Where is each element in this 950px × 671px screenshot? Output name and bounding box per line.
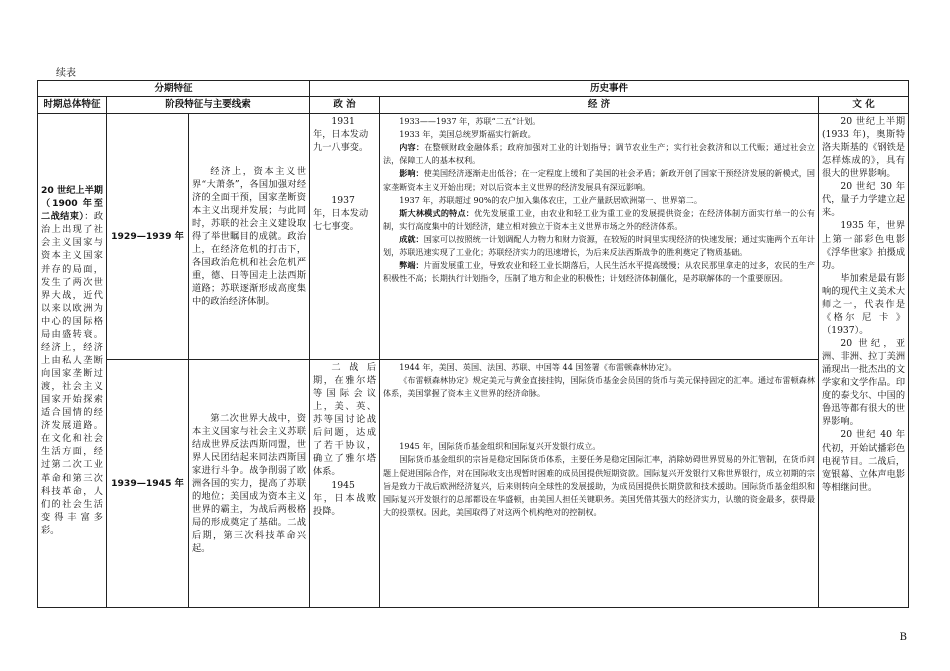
politics-item: 1931 年，日本发动九一八事变。 <box>313 115 369 154</box>
history-table <box>37 80 909 608</box>
culture-item: 毕加索是最有影响的现代主义美术大师之一，代表作是《格尔 尼 卡 》（1937）。 <box>822 272 906 336</box>
overall-cell <box>38 113 107 607</box>
economy-item: 1933 年，美国总统罗斯福实行新政。 <box>399 129 536 140</box>
continued-label: 续表 <box>56 68 76 79</box>
culture-item: 20 世纪 40 年代初，开始试播彩色电视节目。二战后，宽银幕、立体声电影等相继问世。 <box>822 429 906 493</box>
politics-1939-1945 <box>310 359 380 607</box>
overall-title: 20 世纪上半期（1900 年至二战结束） <box>41 185 103 223</box>
culture-item: 20 世纪 30 年代，量子力学建立起来。 <box>822 181 906 219</box>
economy-item: 《布雷顿森林协定》规定美元与黄金直接挂钩，国际货币基金会员国的货币与美元保持固定的汇率。通过布雷顿森林体系，美国掌握了资本主义世界的经济命脉。 <box>383 375 816 399</box>
economy-item: 成就：国家可以按照统一计划调配人力物力和财力资源，在较短的时间里实现经济的快速发展；通过实施两个五年计划，苏联迅速实现了工业化；苏联经济实力的迅速增长，为后来反法西斯战争的胜利奠定了物质基础。 <box>383 233 816 258</box>
header-group-periodization: 分期特征 <box>38 81 310 97</box>
economy-item: 1937 年，苏联超过 90%的农户加入集体农庄，工业产量跃居欧洲第一、世界第二。 <box>399 194 702 205</box>
economy-item: 影响：使美国经济逐渐走出低谷；在一定程度上缓和了美国的社会矛盾；新政开创了国家干预经济发展的新模式，国家垄断资本主义开始出现；对以后资本主义世界的经济发展具有深远影响。 <box>383 168 816 192</box>
header-stage: 阶段特征与主要线索 <box>107 97 310 113</box>
overall-body: ：政治上出现了社会主义国家与资本主义国家并存的局面，发生了两次世界大战，近代以来以欧洲为中心的国际格局由盛转衰。经济上，经济上由私人垄断向国家垄断过渡，社会主义国家开始探索适合国情的经济发展道路。在文化和社会生活方面，经过第二次工业革命和第三次科技革命，人们的社会生活变得丰富多彩。 <box>41 211 104 536</box>
header-overall: 时期总体特征 <box>38 97 107 113</box>
period-1929-1939: 1929—1939 年 <box>107 113 189 359</box>
header-politics: 政 治 <box>310 97 380 113</box>
economy-item: 1944 年，美国、英国、法国、苏联、中国等 44 国签署《布雷顿森林协定》。 <box>399 361 677 372</box>
economy-1939-1945 <box>380 359 819 607</box>
economy-item: 国际货币基金组织的宗旨是稳定国际货币体系，主要任务是稳定国际汇率，消除妨碍世界贸易的外汇管制，在货币问题上促进国际合作，对在国际收支出现暂时困难的成员国提供短期资款。国际复兴开发银行又称世界银行，成立初期的宗旨是致力于战后欧洲经济复兴，后来则转向全球性的发展援助，为成员国提供长期贷款和技术援助。国际货币基金组织和国际复兴开发银行的总部都设在华盛顿，由美国人担任关键职务。美国凭借其强大的经济实力，认缴的资金最多，获得最大的投票权。因此，美国取得了对这两个机构绝对的控制权。 <box>383 454 816 517</box>
economy-item: 1945 年，国际货币基金组织和国际复兴开发银行成立。 <box>399 441 601 452</box>
stage-1939-1945: 第二次世界大战中，资本主义国家与社会主义苏联结成世界反法西斯同盟，世界人民团结起来同法西斯国家进行斗争。战争削弱了欧洲各国的实力，提高了苏联的地位；美国成为资本主义世界的霸主，为战后两极格局的形成奠定了基础。二战后期，第三次科技革命兴起。 <box>189 359 310 607</box>
economy-1929-1939 <box>380 113 819 359</box>
economy-item: 内容：在整顿财政金融体系；政府加强对工业的计划指导；调节农业生产；实行社会救济和以工代赈；通过社会立法，保障工人的基本权利。 <box>383 142 816 166</box>
page-letter: B <box>899 632 907 643</box>
culture-cell <box>819 113 909 607</box>
politics-item: 1945 年，日本战败投降。 <box>313 479 377 517</box>
period-1939-1945: 1939—1945 年 <box>107 359 189 607</box>
politics-1929-1939 <box>310 113 380 359</box>
header-economy: 经 济 <box>380 97 819 113</box>
stage-1929-1939: 经济上，资本主义世界“大萧条”，各国加强对经济的全面干预，国家垄断资本主义出现并发展；与此同时，苏联的社会主义建设取得了举世瞩目的成就。政治上，在经济危机的打击下，各国政治危机和社会危机严重，德、日等国走上法西斯道路；苏联逐渐形成高度集中的政治经济体制。 <box>189 113 310 359</box>
economy-item: 弊端：片面发展重工业，导致农业和轻工业长期落后，人民生活水平提高缓慢；从农民那里拿走的过多，农民的生产积极性不高；长期执行计划指令，压制了地方和企业的积极性；计划经济体制僵化，是苏联解体的一个重要原因。 <box>383 260 816 284</box>
economy-item: 1933——1937 年，苏联“二五”计划。 <box>399 115 541 126</box>
header-group-events: 历史事件 <box>310 81 909 97</box>
header-culture: 文 化 <box>819 97 909 113</box>
politics-item: 二战后期，在雅尔塔等国际会议上，美、英、苏等国讨论战后问题，达成了若干协议，确立了雅尔塔体系。 <box>313 361 377 478</box>
culture-item: 1935 年，世界上第一部彩色电影《浮华世家》拍摄成功。 <box>822 220 906 271</box>
culture-item: 20 世纪上半期(1933 年)，奥斯特洛夫斯基的《钢铁是怎样炼成的》，具有很大的世界影响。 <box>822 115 906 180</box>
culture-item: 20 世纪，亚洲、非洲、拉丁美洲涌现出一批杰出的文学家和文学作品。印度的泰戈尔、中国的鲁迅等都有很大的世界影响。 <box>822 338 906 428</box>
economy-item: 斯大林模式的特点：优先发展重工业，由农业和轻工业为重工业的发展提供资金；在经济体制方面实行单一的公有制，实行高度集中的计划经济，建立相对独立于资本主义世界市场之外的经济体系。 <box>383 207 816 231</box>
politics-item: 1937 年，日本发动七七事变。 <box>313 195 369 233</box>
